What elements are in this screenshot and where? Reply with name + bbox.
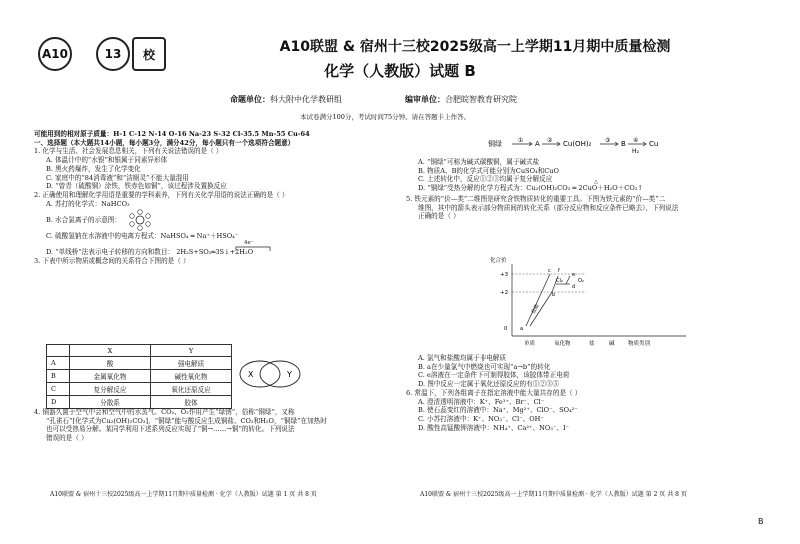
institute-logo bbox=[132, 37, 166, 71]
point-f: f bbox=[558, 268, 560, 274]
arrow-label: 盐酸 bbox=[530, 303, 541, 315]
question-1-stem: 1. 化学与生活、社会发展息息相关，下列有关说法错误的是（ ） bbox=[34, 147, 223, 156]
table-cell: C bbox=[47, 383, 70, 396]
q5-q6-block bbox=[406, 354, 786, 432]
q5-line: 正确的是（ ） bbox=[418, 212, 460, 221]
q4-option-a: A. “铜绿”可称为碱式碳酸铜，属于碱式盐 bbox=[418, 158, 540, 166]
question-6-stem: 6. 常温下，下列各组离子在指定溶液中能大量共存的是（ ） bbox=[406, 388, 582, 397]
table-cell bbox=[47, 345, 70, 357]
q1-option-c: C. 家庭中的“84消毒液”和“洁厕灵”不能大量混用 bbox=[46, 173, 189, 182]
question-4 bbox=[34, 408, 409, 443]
hydrated-chloride-diagram bbox=[123, 208, 157, 232]
q6-option-b: B. 使石蕊变红的溶液中：Na⁺、Mg²⁺、ClO⁻、SO₄²⁻ bbox=[418, 406, 578, 415]
heat-condition: △ bbox=[594, 179, 598, 186]
arrow-label: O₂ bbox=[578, 278, 584, 284]
point-e: e bbox=[572, 272, 576, 278]
proposer-line bbox=[230, 94, 342, 105]
x-tick: 盐 bbox=[589, 341, 595, 347]
table-cell: 金属氧化物 bbox=[70, 370, 151, 383]
school-logo bbox=[96, 37, 130, 71]
q1-option-b: B. 黑火药爆炸，发生了化学变化 bbox=[46, 164, 141, 173]
question-3-stem: 3. 下表中所示物质或概念间的关系符合下图的是（ ） bbox=[34, 256, 190, 265]
table-cell: 分散系 bbox=[70, 396, 151, 409]
table-row bbox=[47, 370, 232, 383]
q5-option-d: D. 图中反应一定属于氧化还原反应的有①②③⑤ bbox=[418, 380, 560, 389]
table-row bbox=[47, 357, 232, 370]
axis-label-y: 化合价 bbox=[490, 258, 507, 264]
table-cell: 胶体 bbox=[151, 396, 232, 409]
x-tick: 物质类别 bbox=[628, 341, 651, 347]
question-2-stem: 2. 正确使用和理解化学用语是重要的学科素养，下列有关化学用语的说法正确的是（ ） bbox=[34, 190, 289, 199]
q6-option-d: D. 酸性高锰酸钾溶液中：NH₄⁺、Ca²⁺、NO₃⁻、I⁻ bbox=[418, 423, 570, 432]
q2-option-b bbox=[46, 208, 404, 232]
q2-option-d-equation: 2H₂S+SO₂═3S↓+2H₂O bbox=[176, 248, 254, 257]
section-heading: 一、选择题（本大题共14小题，每小题3分，满分42分，每小题只有一个选项符合题意） bbox=[34, 138, 295, 147]
venn-diagram bbox=[230, 356, 310, 392]
x-tick: 碱 bbox=[609, 341, 615, 347]
q4-option-d-text: D. “铜绿”受热分解的化学方程式为：Cu₂(OH)₂CO₃ ═ 2CuO＋H₂O＋CO₂↑ bbox=[418, 184, 643, 193]
q2-option-d bbox=[46, 241, 404, 257]
proposer-label: 命题单位： bbox=[230, 95, 270, 104]
point-d: d bbox=[572, 284, 576, 290]
table-cell: 碱性氧化物 bbox=[151, 370, 232, 383]
table-cell: A bbox=[47, 357, 70, 370]
x-tick: 氧化物 bbox=[554, 341, 571, 347]
q5-line: 5. 铁元素的“价—类”二维图是研究含铁物质转化的重要工具。下图为铁元素的“价—类”二 bbox=[406, 194, 666, 203]
q1-option-a: A. 体温计中的“水银”和银属于同素异形体 bbox=[46, 156, 168, 165]
table-cell: 复分解反应 bbox=[70, 383, 151, 396]
point-b: b bbox=[552, 292, 556, 298]
copper-scheme bbox=[488, 134, 688, 158]
q5-option-b: B. a在少量氯气中燃烧也可实现“a→b”的转化 bbox=[418, 362, 551, 371]
table-cell: Y bbox=[151, 345, 232, 357]
exam-note: 本试卷满分100分，考试时间75分钟。请在答题卡上作答。 bbox=[300, 113, 471, 121]
q5-option-c: C. e溶液在一定条件下可制得胶体，该胶体带正电荷 bbox=[418, 371, 570, 380]
arrow-e-to-f bbox=[566, 276, 570, 284]
electron-transfer-label: 4e⁻ bbox=[244, 240, 254, 247]
page-footer-left: A10联盟 & 宿州十三校2025级高一上学期11月期中质量检测 · 化学（人教版）试题 第 1 页 共 8 页 bbox=[50, 491, 317, 498]
table-cell: B bbox=[47, 370, 70, 383]
table-cell: D bbox=[47, 396, 70, 409]
venn-label-y: Y bbox=[287, 370, 292, 379]
valence-class-diagram bbox=[486, 254, 706, 350]
y-tick: +3 bbox=[500, 272, 509, 278]
atomic-masses: 可能用到的相对原子质量：H-1 C-12 N-14 O-16 Na-23 S-32 Cl-35.5 Mn-55 Cu-64 bbox=[34, 130, 310, 138]
q6-option-c: C. 小苏打溶液中：K⁺、NO₃⁻、Cl⁻、OH⁻ bbox=[418, 414, 544, 423]
table-cell: X bbox=[70, 345, 151, 357]
q5-line: 维图，其中的箭头表示部分物质间的转化关系（部分反应物和反应条件已略去），下列说法 bbox=[418, 203, 679, 212]
q6-option-a: A. 澄清透明溶液中：K⁺、Fe³⁺、Br⁻、Cl⁻ bbox=[418, 397, 545, 406]
arrow-a-to-c bbox=[526, 274, 550, 326]
logo-text: 校 bbox=[142, 47, 155, 62]
q3-table bbox=[46, 344, 232, 409]
page-title: A10联盟 & 宿州十三校2025级高一上学期11月期中质量检测 bbox=[279, 39, 671, 55]
q4-option-b: B. 物质A、B的化学式可能分别为CuSO₄和CuO bbox=[418, 166, 559, 175]
scheme-step-1: ① bbox=[518, 137, 524, 144]
q1-option-d: D. “曾青（硫酸铜）涂铁，铁赤色如铜”，该过程涉及置换反应 bbox=[46, 182, 227, 191]
table-row bbox=[47, 345, 232, 357]
y-tick: 0 bbox=[504, 326, 508, 332]
reviewer-line bbox=[405, 94, 517, 105]
table-cell: 强电解质 bbox=[151, 357, 232, 370]
q4-line: 也可以受热易分解。某同学利用下述系列反应实现了“铜→……→铜”的转化。下列说法 bbox=[46, 425, 295, 434]
page-footer-right: A10联盟 & 宿州十三校2025级高一上学期11月期中质量检测 · 化学（人教版）试题 第 2 页 共 8 页 bbox=[420, 491, 687, 498]
point-a: a bbox=[520, 326, 524, 332]
table-cell: 酸 bbox=[70, 357, 151, 370]
corner-label: B bbox=[758, 517, 764, 526]
x-tick: 单质 bbox=[524, 341, 536, 347]
q2-option-a: A. 苏打的化学式：NaHCO₃ bbox=[46, 199, 130, 208]
y-tick: +2 bbox=[500, 290, 509, 296]
reviewer: 合肥皖智教育研究院 bbox=[445, 95, 517, 104]
q5-option-a: A. 氯气和盐酸均属于非电解质 bbox=[418, 354, 507, 362]
proposer: 科大附中化学教研组 bbox=[270, 95, 342, 104]
table-row bbox=[47, 383, 232, 396]
logo-text: A10 bbox=[42, 47, 68, 61]
reviewer-label: 编审单位： bbox=[405, 95, 445, 104]
scheme-cuoh2: Cu(OH)₂ bbox=[563, 140, 592, 148]
scheme-start: 铜绿 bbox=[488, 140, 502, 148]
q4-line: 错误的是（ ） bbox=[46, 434, 88, 443]
logo-text: 13 bbox=[104, 47, 122, 61]
scheme-step-2: ② bbox=[547, 137, 553, 144]
point-c: c bbox=[548, 268, 551, 274]
scheme-a: A bbox=[535, 140, 540, 148]
scheme-end: Cu bbox=[649, 140, 659, 148]
page-subtitle: 化学（人教版）试题 B bbox=[324, 62, 476, 80]
venn-label-x: X bbox=[248, 370, 254, 379]
q4-line: 4. 铜器久置于空气中会和空气中的水蒸气、CO₂、O₂作用产生“绿锈”，俗称“铜绿”，又称 bbox=[34, 408, 295, 416]
table-row bbox=[47, 396, 232, 409]
arrow-label: Cl₂ bbox=[556, 278, 563, 284]
q2-option-d-label: D. “单线桥”法表示电子转移的方向和数目： bbox=[46, 248, 175, 257]
scheme-b: B bbox=[621, 140, 626, 148]
scheme-step-3: ③ bbox=[605, 137, 611, 144]
left-column bbox=[34, 130, 404, 265]
scheme-h2: H₂ bbox=[632, 148, 639, 155]
table-cell: 氧化还原反应 bbox=[151, 383, 232, 396]
scheme-step-4: ④ bbox=[633, 137, 639, 144]
alliance-logo bbox=[38, 37, 72, 71]
q2-option-b-text: B. 水合氯离子的示意图： bbox=[46, 216, 121, 225]
q2-option-c: C. 硫酸氢钠在水溶液中的电离方程式：NaHSO₄ ═ Na⁺＋HSO₄⁻ bbox=[46, 232, 239, 241]
q4-line: “孔雀石”[化学式为Cu₂(OH)₂CO₃]，“铜绿”能与酸反应生成铜盐、CO₂和H₂O，“铜绿”在加热时 bbox=[46, 416, 327, 425]
electron-transfer-arrow bbox=[234, 246, 274, 252]
q4-options bbox=[406, 158, 786, 221]
q4-option-c: C. 上述转化中，反应①②③均属于复分解反应 bbox=[418, 175, 553, 184]
